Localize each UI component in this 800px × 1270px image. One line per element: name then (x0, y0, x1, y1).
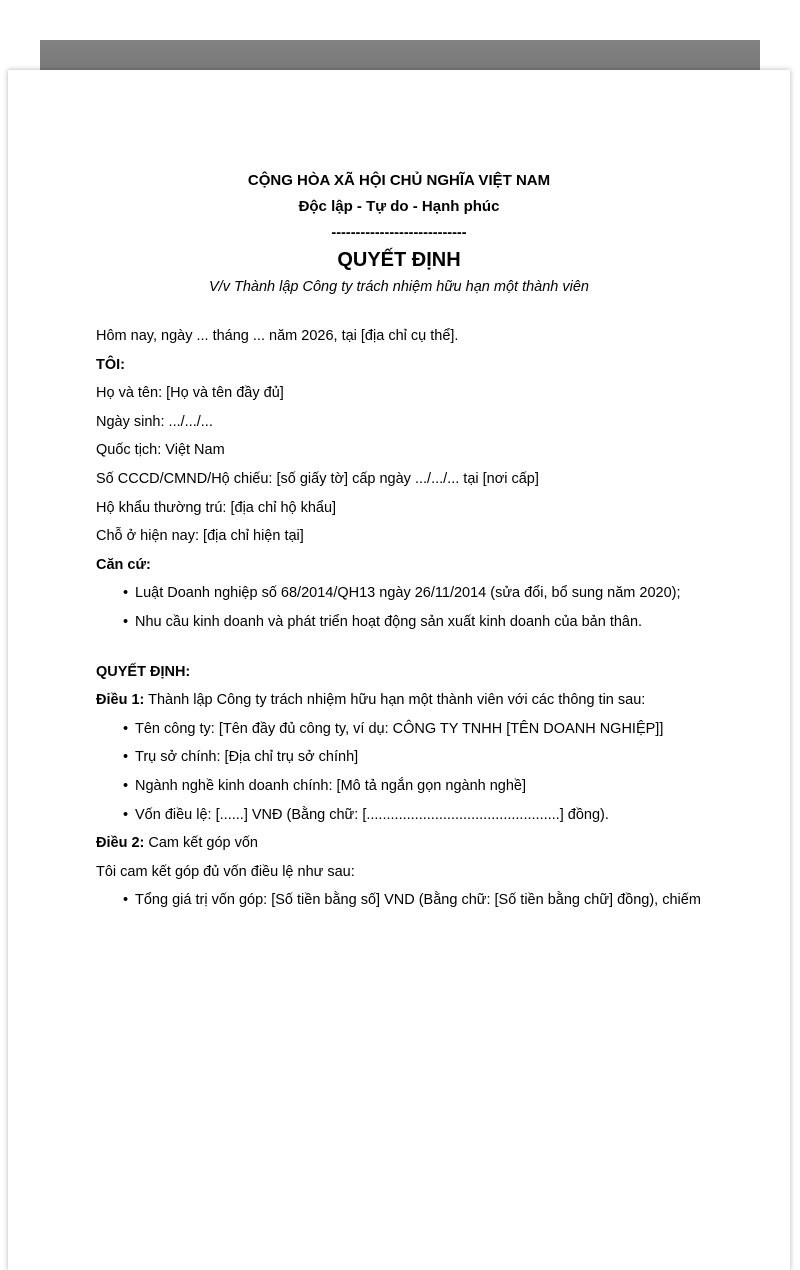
document-content (8, 70, 790, 915)
bullet-text: Tổng giá trị vốn góp: [Số tiền bằng số] VND (Bằng chữ: [Số tiền bằng chữ] đồng), chiếm (135, 892, 701, 909)
paragraph: Tôi cam kết góp đủ vốn điều lệ như sau: (96, 863, 355, 880)
top-bar (40, 40, 760, 71)
paragraph: Điều 1: Thành lập Công ty trách nhiệm hữu hạn một thành viên với các thông tin sau: (96, 692, 646, 709)
paragraph: Điều 2: Cam kết góp vốn (96, 835, 258, 852)
document-title: QUYẾT ĐỊNH (337, 249, 461, 271)
paragraph: Hôm nay, ngày ... tháng ... năm 2026, tại [địa chỉ cụ thể]. (96, 328, 459, 344)
document-body (96, 322, 702, 915)
paragraph: Ngày sinh: .../.../... (96, 413, 213, 430)
header-divider: ---------------------------- (331, 225, 467, 241)
article-label: Điều 1: (96, 692, 145, 709)
bullet-item (96, 772, 702, 801)
bullet-icon: • (123, 585, 129, 602)
bullet-text: Nhu cầu kinh doanh và phát triển hoạt động sản xuất kinh doanh của bản thân. (135, 613, 643, 630)
paragraph: Họ và tên: [Họ và tên đầy đủ] (96, 385, 284, 402)
article-label: Điều 2: (96, 835, 145, 852)
paragraph: Quốc tịch: Việt Nam (96, 442, 225, 459)
bullet-text: Vốn điều lệ: [......] VNĐ (Bằng chữ: [................................................] đồng). (135, 806, 609, 823)
bullet-item (96, 579, 702, 608)
paragraph-spacer (96, 637, 702, 658)
paragraph: Chỗ ở hiện nay: [địa chỉ hiện tại] (96, 528, 304, 545)
bullet-text: Ngành nghề kinh doanh chính: [Mô tả ngắn gọn ngành nghề] (135, 777, 527, 794)
bullet-text: Tên công ty: [Tên đầy đủ công ty, ví dụ: CÔNG TY TNHH [TÊN DOANH NGHIỆP]] (135, 720, 664, 737)
national-motto-line2: Độc lập - Tự do - Hạnh phúc (298, 198, 500, 215)
bullet-item (96, 715, 702, 744)
bullet-icon: • (123, 749, 129, 766)
national-motto-line1: CỘNG HÒA XÃ HỘI CHỦ NGHĨA VIỆT NAM (247, 172, 551, 189)
section-label: Căn cứ: (96, 556, 151, 573)
bullet-icon: • (123, 806, 129, 823)
bullet-item (96, 886, 702, 915)
bullet-icon: • (123, 777, 129, 794)
paragraph: Số CCCD/CMND/Hộ chiếu: [số giấy tờ] cấp ngày .../.../... tại [nơi cấp] (96, 470, 539, 487)
document-header (96, 168, 702, 300)
bullet-item (96, 801, 702, 830)
paragraph: Hộ khẩu thường trú: [địa chỉ hộ khẩu] (96, 499, 337, 516)
bullet-icon: • (123, 613, 129, 630)
bullet-icon: • (123, 892, 129, 909)
bullet-item (96, 608, 702, 637)
section-label: QUYẾT ĐỊNH: (96, 663, 191, 680)
document-page (8, 70, 790, 1270)
bullet-text: Luật Doanh nghiệp số 68/2014/QH13 ngày 26/11/2014 (sửa đổi, bổ sung năm 2020); (135, 585, 681, 602)
bullet-text: Trụ sở chính: [Địa chỉ trụ sở chính] (135, 749, 359, 766)
section-label: TÔI: (96, 356, 125, 373)
bullet-icon: • (123, 720, 129, 737)
document-subtitle: V/v Thành lập Công ty trách nhiệm hữu hạn một thành viên (209, 279, 589, 295)
bullet-item (96, 743, 702, 772)
